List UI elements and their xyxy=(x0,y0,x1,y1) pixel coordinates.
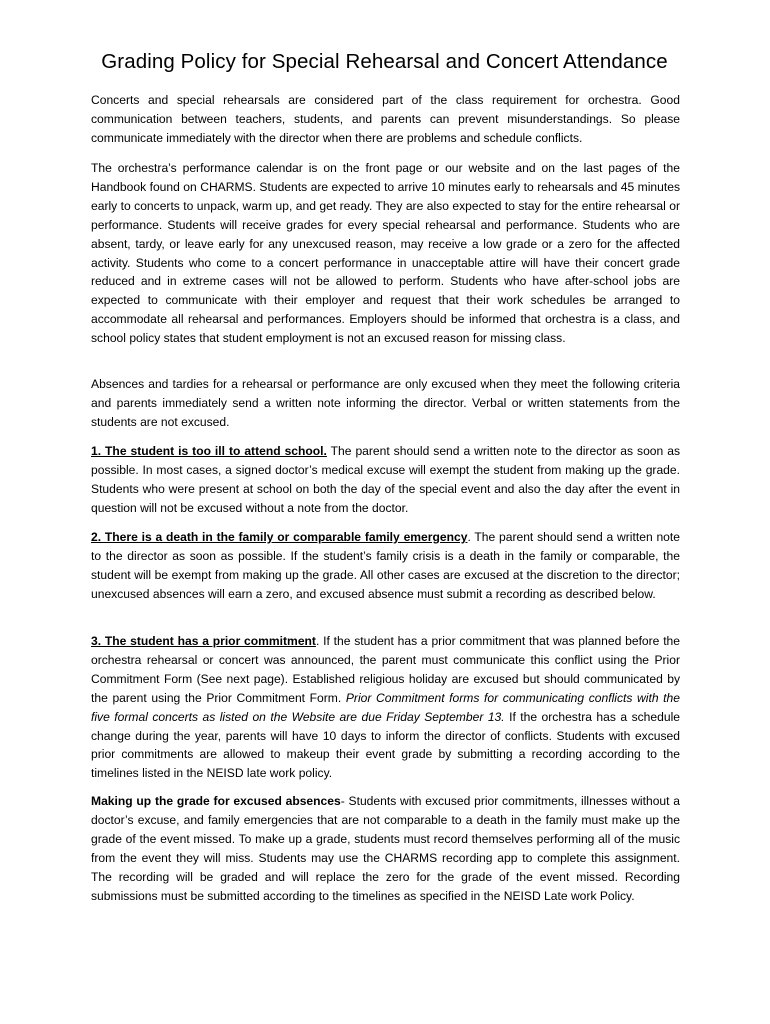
page-title: Grading Policy for Special Rehearsal and Concert Attendance xyxy=(101,50,668,73)
section-emergency xyxy=(91,528,680,604)
section-illness xyxy=(91,442,680,518)
section-prior-commitment-deadline: Prior Commitment forms for communicating conflicts with the five formal concerts as listed on the Website are due Friday September 13. xyxy=(91,690,680,724)
section-makeup-body: - Students with excused prior commitments, illnesses without a doctor’s excuse, and family emergencies that are not comparable to a death in the family must make up the grade of the event missed. To make up a grade, students must record themselves performing all of the music from the event they will miss. Students may use the CHARMS recording app to complete this assignment. The recording will be graded and will replace the zero for the grade of the event missed. Recording submissions must be submitted according to the timelines as specified in the NEISD Late work Policy. xyxy=(91,794,681,903)
document-page xyxy=(91,0,681,903)
section-makeup-heading: Making up the grade for excused absences xyxy=(91,794,341,808)
criteria-text: Absences and tardies for a rehearsal or performance are only excused when they meet the following criteria and parents immediately send a written note informing the director. Verbal or written statements from the students are not excused. xyxy=(91,377,680,429)
section-makeup xyxy=(91,792,680,905)
calendar-paragraph xyxy=(91,159,680,348)
criteria-paragraph xyxy=(91,375,680,432)
section-prior-commitment-body-a: . If the student has a prior commitment that was planned before the orchestra rehearsal or concert was announced, the parent must communicate this conflict using the Prior Commitment Form (See next page). Established religious holiday are excused but should communicated by the parent using the Prior Commitment Form. xyxy=(91,634,681,705)
calendar-text: The orchestra’s performance calendar is on the front page or our website and on the last pages of the Handbook found on CHARMS. Students are expected to arrive 10 minutes early to rehearsals and 45 minutes early to concerts to unpack, warm up, and get ready. They are also expected to stay for the entire rehearsal or performance. Students will receive grades for every special rehearsal and performance. Students who are absent, tardy, or leave early for any unexcused reason, may receive a low grade or a zero for the affected activity. Students who come to a concert performance in unacceptable attire will have their concert grade reduced and in extreme cases will not be allowed to perform. Students who have after-school jobs are expected to communicate with their employer and request that their work schedules be arranged to accommodate all rehearsal and performances. Employers should be informed that orchestra is a class, and school policy states that student employment is not an excused reason for missing class. xyxy=(91,161,680,346)
section-illness-heading: 1. The student is too ill to attend school. xyxy=(91,444,327,458)
intro-text: Concerts and special rehearsals are considered part of the class requirement for orchestra. Good communication between teachers, students, and parents can prevent misunderstandings. So please communicate immediately with the director when there are problems and schedule conflicts. xyxy=(91,93,680,145)
section-emergency-heading: 2. There is a death in the family or comparable family emergency xyxy=(91,530,468,544)
section-emergency-body: . The parent should send a written note to the director as soon as possible. If the student’s family crisis is a death in the family or comparable, the student will be exempt from making up the grade. All other cases are excused at the discretion to the director; unexcused absences will earn a zero, and excused absence must submit a recording as described below. xyxy=(91,530,680,601)
section-prior-commitment-body-b: If the orchestra has a schedule change during the year, parents will have 10 days to inform the director of conflicts. Students with excused prior commitments are allowed to makeup their event grade by submitting a recording according to the timelines listed in the NEISD late work policy. xyxy=(91,709,680,781)
section-prior-commitment-heading: 3. The student has a prior commitment xyxy=(91,634,316,648)
section-prior-commitment xyxy=(91,632,680,783)
section-illness-body: The parent should send a written note to the director as soon as possible. In most cases, a signed doctor’s medical excuse will exempt the student from making up the grade. Students who were present at school on both the day of the special event and also the day after the event in question will not be excused without a note from the doctor. xyxy=(91,444,680,515)
intro-paragraph xyxy=(91,91,680,148)
